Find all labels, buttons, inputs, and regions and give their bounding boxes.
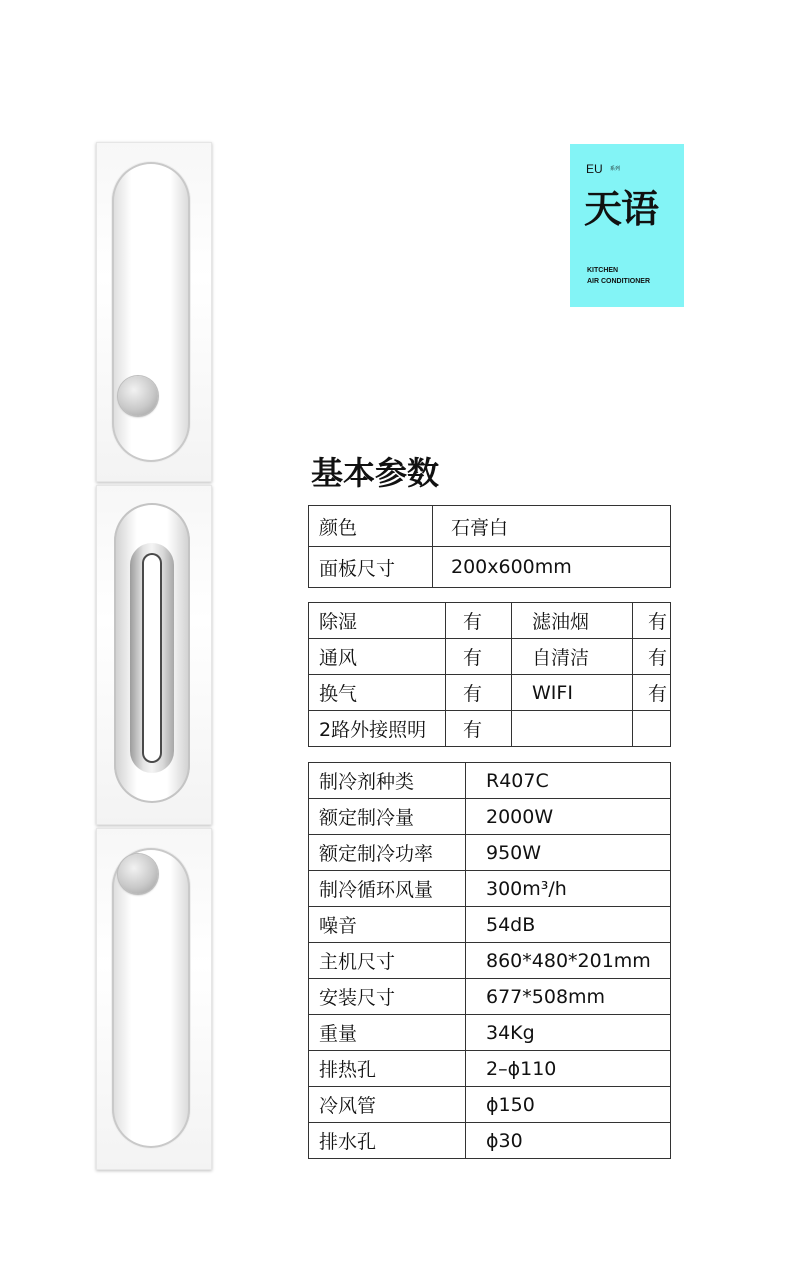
param-label: 制冷剂种类 bbox=[309, 763, 466, 799]
light-panel-top bbox=[96, 142, 212, 482]
param-label: 噪音 bbox=[309, 907, 466, 943]
param-value: 677*508mm bbox=[466, 979, 671, 1015]
table-row bbox=[309, 1123, 671, 1159]
param-label: 排热孔 bbox=[309, 1051, 466, 1087]
param-label: 额定制冷量 bbox=[309, 799, 466, 835]
badge-eu: EU bbox=[586, 162, 603, 176]
feature-label: 2路外接照明 bbox=[309, 711, 446, 747]
vent-oval bbox=[114, 503, 190, 803]
light-panel-bottom bbox=[96, 828, 212, 1170]
feature-value: 有 bbox=[446, 675, 512, 711]
param-label: 制冷循环风量 bbox=[309, 871, 466, 907]
feature-label: 滤油烟 bbox=[512, 603, 633, 639]
features-table bbox=[308, 602, 671, 747]
badge-series: 系列 bbox=[610, 166, 621, 172]
lamp-oval bbox=[112, 848, 190, 1148]
basic-table bbox=[308, 505, 671, 588]
badge-name: 天语 bbox=[584, 187, 659, 231]
table-row bbox=[309, 547, 671, 588]
table-row bbox=[309, 711, 671, 747]
basic-label: 面板尺寸 bbox=[309, 547, 433, 588]
feature-label bbox=[512, 711, 633, 747]
feature-value: 有 bbox=[633, 603, 671, 639]
param-value: 54dB bbox=[466, 907, 671, 943]
param-value: R407C bbox=[466, 763, 671, 799]
brand-badge bbox=[570, 144, 684, 307]
feature-label: 自清洁 bbox=[512, 639, 633, 675]
table-row bbox=[309, 871, 671, 907]
section-heading: 基本参数 bbox=[311, 454, 440, 492]
sensor-knob-icon bbox=[118, 854, 158, 894]
param-value: 2–ϕ110 bbox=[466, 1051, 671, 1087]
lamp-oval bbox=[112, 162, 190, 462]
params-table bbox=[308, 762, 671, 1159]
feature-label: 换气 bbox=[309, 675, 446, 711]
param-value: 950W bbox=[466, 835, 671, 871]
feature-value: 有 bbox=[446, 603, 512, 639]
feature-value: 有 bbox=[633, 639, 671, 675]
sensor-knob-icon bbox=[118, 376, 158, 416]
table-row bbox=[309, 1051, 671, 1087]
table-row bbox=[309, 1087, 671, 1123]
vent-slot bbox=[142, 553, 162, 763]
table-row bbox=[309, 675, 671, 711]
basic-value: 石膏白 bbox=[433, 506, 671, 547]
table-row bbox=[309, 835, 671, 871]
badge-subtitle-2: AIR CONDITIONER bbox=[587, 278, 650, 285]
param-label: 主机尺寸 bbox=[309, 943, 466, 979]
param-label: 额定制冷功率 bbox=[309, 835, 466, 871]
param-value: ϕ150 bbox=[466, 1087, 671, 1123]
param-label: 冷风管 bbox=[309, 1087, 466, 1123]
table-row bbox=[309, 506, 671, 547]
feature-value bbox=[633, 711, 671, 747]
table-row bbox=[309, 979, 671, 1015]
feature-value: 有 bbox=[633, 675, 671, 711]
table-row bbox=[309, 943, 671, 979]
feature-value: 有 bbox=[446, 639, 512, 675]
table-row bbox=[309, 907, 671, 943]
badge-subtitle-1: KITCHEN bbox=[587, 267, 619, 274]
air-conditioner-panel bbox=[96, 485, 212, 825]
param-value: 34Kg bbox=[466, 1015, 671, 1051]
table-row bbox=[309, 639, 671, 675]
param-value: 2000W bbox=[466, 799, 671, 835]
table-row bbox=[309, 799, 671, 835]
table-row bbox=[309, 763, 671, 799]
table-row bbox=[309, 1015, 671, 1051]
param-value: 860*480*201mm bbox=[466, 943, 671, 979]
feature-label: WIFI bbox=[512, 675, 633, 711]
table-row bbox=[309, 603, 671, 639]
feature-label: 除湿 bbox=[309, 603, 446, 639]
param-label: 重量 bbox=[309, 1015, 466, 1051]
param-label: 排水孔 bbox=[309, 1123, 466, 1159]
basic-label: 颜色 bbox=[309, 506, 433, 547]
feature-label: 通风 bbox=[309, 639, 446, 675]
vent-grille bbox=[130, 543, 174, 773]
param-value: ϕ30 bbox=[466, 1123, 671, 1159]
param-value: 300m³/h bbox=[466, 871, 671, 907]
basic-value: 200x600mm bbox=[433, 547, 671, 588]
param-label: 安装尺寸 bbox=[309, 979, 466, 1015]
feature-value: 有 bbox=[446, 711, 512, 747]
